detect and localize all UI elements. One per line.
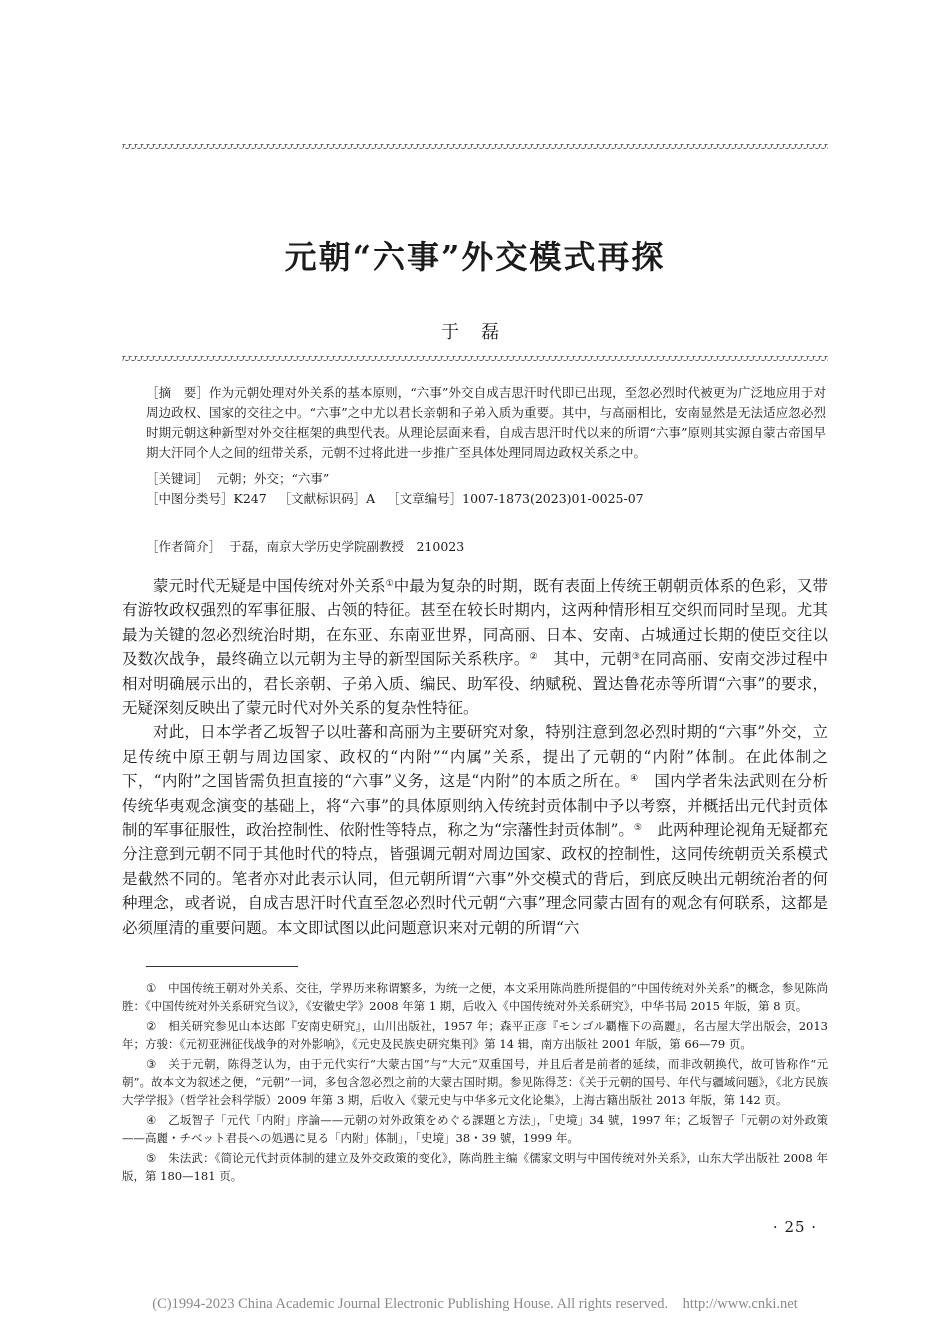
clc-label: ［中图分类号］ [146, 491, 234, 506]
header-ornamental-rule [122, 353, 828, 361]
author-intro-label: ［作者简介］ [146, 539, 222, 554]
body-paragraph: 蒙元时代无疑是中国传统对外关系①中最为复杂的时期，既有表面上传统王朝朝贡体系的色彩，又带有游牧政权强烈的军事征服、占领的特征。甚至在较长时期内，这两种情形相互交织而同时呈现。尤其最为关键的忽必烈统治时期，在东亚、东南亚世界，同高丽、日本、安南、占城通过长期的使臣交往以及数次战争，最终确立以元朝为主导的新型国际关系秩序。② 其中，元朝③在同高丽、安南交涉过程中相对明确展示出的，君长亲朝、子弟入质、编民、助军役、纳赋税、置达鲁花赤等所谓“六事”的要求，无疑深刻反映出了蒙元时代对外关系的复杂性特征。 [122, 577, 828, 718]
footnote-item [122, 1149, 828, 1185]
footnote-item [122, 1055, 828, 1109]
classification-line [146, 489, 644, 509]
footnote-item [122, 979, 828, 1015]
footnote-number: ④ [146, 1113, 157, 1127]
footnote-ref[interactable]: ③ [631, 652, 641, 663]
page-number: · 25 · [772, 1218, 818, 1236]
footnote-item [122, 1017, 828, 1053]
doc-code-value: A [366, 491, 376, 506]
footnote-text: 相关研究参见山本达郎『安南史研究』，山川出版社，1957 年；森平正彦『モンゴル覇権下の高麗』，名古屋大学出版会，2013 年；方骏：《元初亚洲征伐战争的对外影响》，《元史及民族史研究集刊》第 14 辑，南方出版社 2001 年版，第 66—79 页。 [122, 1019, 828, 1051]
footnote-number: ⑤ [146, 1151, 157, 1165]
body-paragraph: 对此，日本学者乙坂智子以吐蕃和高丽为主要研究对象，特别注意到忽必烈时期的“六事”外交，立足传统中原王朝与周边国家、政权的“内附”“内属”关系，提出了元朝的“内附”体制。在此体制之下，“内附”之国皆需负担直接的“六事”义务，这是“内附”的本质之所在。④ 国内学者朱法武则在分析传统华夷观念演变的基础上，将“六事”的具体原则纳入传统封贡体制中予以考察，并概括出元代封贡体制的军事征服性，政治控制性、依附性等特点，称之为“宗藩性封贡体制”。⑤ 此两种理论视角无疑都充分注意到元朝不同于其他时代的特点，皆强调元朝对周边国家、政权的控制性，这同传统朝贡关系模式是截然不同的。笔者亦对此表示认同，但元朝所谓“六事”外交模式的背后，到底反映出元朝统治者的何种理念，或者说，自成吉思汗时代直至忽必烈时代元朝“六事”理念同蒙古固有的观念有何联系，这都是必须厘清的重要问题。本文即试图以此问题意识来对元朝的所谓“六 [122, 723, 828, 937]
keywords-label: ［关键词］ [146, 471, 209, 486]
keywords-text: 元朝；外交；“六事” [216, 471, 330, 486]
footnote-text: 朱法武：《简论元代封贡体制的建立及外交政策的变化》，陈尚胜主编《儒家文明与中国传统对外关系》，山东大学出版社 2008 年版，第 180—181 页。 [122, 1151, 828, 1183]
footnote-ref[interactable]: ④ [630, 774, 639, 785]
abstract-text: 作为元朝处理对外关系的基本原则，“六事”外交自成吉思汗时代即已出现，至忽必烈时代被更为广泛地应用于对周边政权、国家的交往之中。“六事”之中尤以君长亲朝和子弟入质为重要。其中，与高丽相比，安南显然是无法适应忽必烈时期元朝这种新型对外交往框架的典型代表。从理论层面来看，自成吉思汗时代以来的所谓“六事”原则其实源自蒙古帝国早期大汗同个人之间的纽带关系，元朝不过将此进一步推广至具体处理同周边政权关系之中。 [146, 385, 826, 460]
clc-value: K247 [233, 491, 267, 506]
copyright-watermark: (C)1994-2023 China Academic Journal Electronic Publishing House. All rights reserved. http://www.cnki.net [152, 1296, 798, 1312]
footnote-separator [146, 966, 298, 967]
footnote-text: 关于元朝，陈得芝认为，由于元代实行“大蒙古国”与“大元”双重国号，并且后者是前者的延续，而非改朝换代，故可皆称作“元朝”。故本文为叙述之便，“元朝”一词，多包含忽必烈之前的大蒙古国时期。参见陈得芝：《关于元朝的国号、年代与疆域问题》，《北方民族大学学报》（哲学社会科学版）2009 年第 3 期，后收入《蒙元史与中华多元文化论集》，上海古籍出版社 2013 年版，第 142 页。 [122, 1057, 828, 1107]
body-text [122, 574, 828, 940]
article-title: 元朝“六事”外交模式再探 [284, 238, 666, 276]
article-number-label: ［文章编号］ [387, 491, 463, 506]
keywords [146, 469, 329, 489]
footnote-number: ③ [146, 1057, 157, 1071]
author-intro-text: 于磊，南京大学历史学院副教授 210023 [228, 539, 465, 554]
footnote-text: 乙坂智子「元代「内附」序論——元朝の対外政策をめぐる課題と方法」，「史境」34 號，1997 年；乙坂智子「元朝の対外政策——高麗・チベット君長への処遇に見る「内附」体制」，「史境」38・39 號，1999 年。 [122, 1113, 828, 1145]
article-number-value: 1007-1873(2023)01-0025-07 [462, 491, 644, 506]
author-intro [146, 537, 464, 557]
footnotes [122, 979, 828, 1187]
footnote-number: ② [146, 1019, 157, 1033]
author-name: 于磊 [441, 322, 521, 343]
footnote-ref[interactable]: ① [385, 579, 394, 589]
footnote-text: 中国传统王朝对外关系、交往，学界历来称谓繁多，为统一之便，本文采用陈尚胜所提倡的“中国传统对外关系”的概念，参见陈尚胜：《中国传统对外关系研究刍议》，《安徽史学》2008 年第 1 期，后收入《中国传统对外关系研究》，中华书局 2015 年版，第 8 页。 [122, 981, 828, 1013]
footnote-item [122, 1111, 828, 1147]
footnote-ref[interactable]: ⑤ [633, 823, 642, 834]
doc-code-label: ［文献标识码］ [278, 491, 367, 506]
abstract-label: ［摘 要］ [146, 385, 209, 400]
abstract [146, 383, 826, 463]
top-ornamental-rule [122, 141, 828, 149]
footnote-number: ① [146, 981, 157, 995]
footnote-ref[interactable]: ② [529, 652, 538, 663]
